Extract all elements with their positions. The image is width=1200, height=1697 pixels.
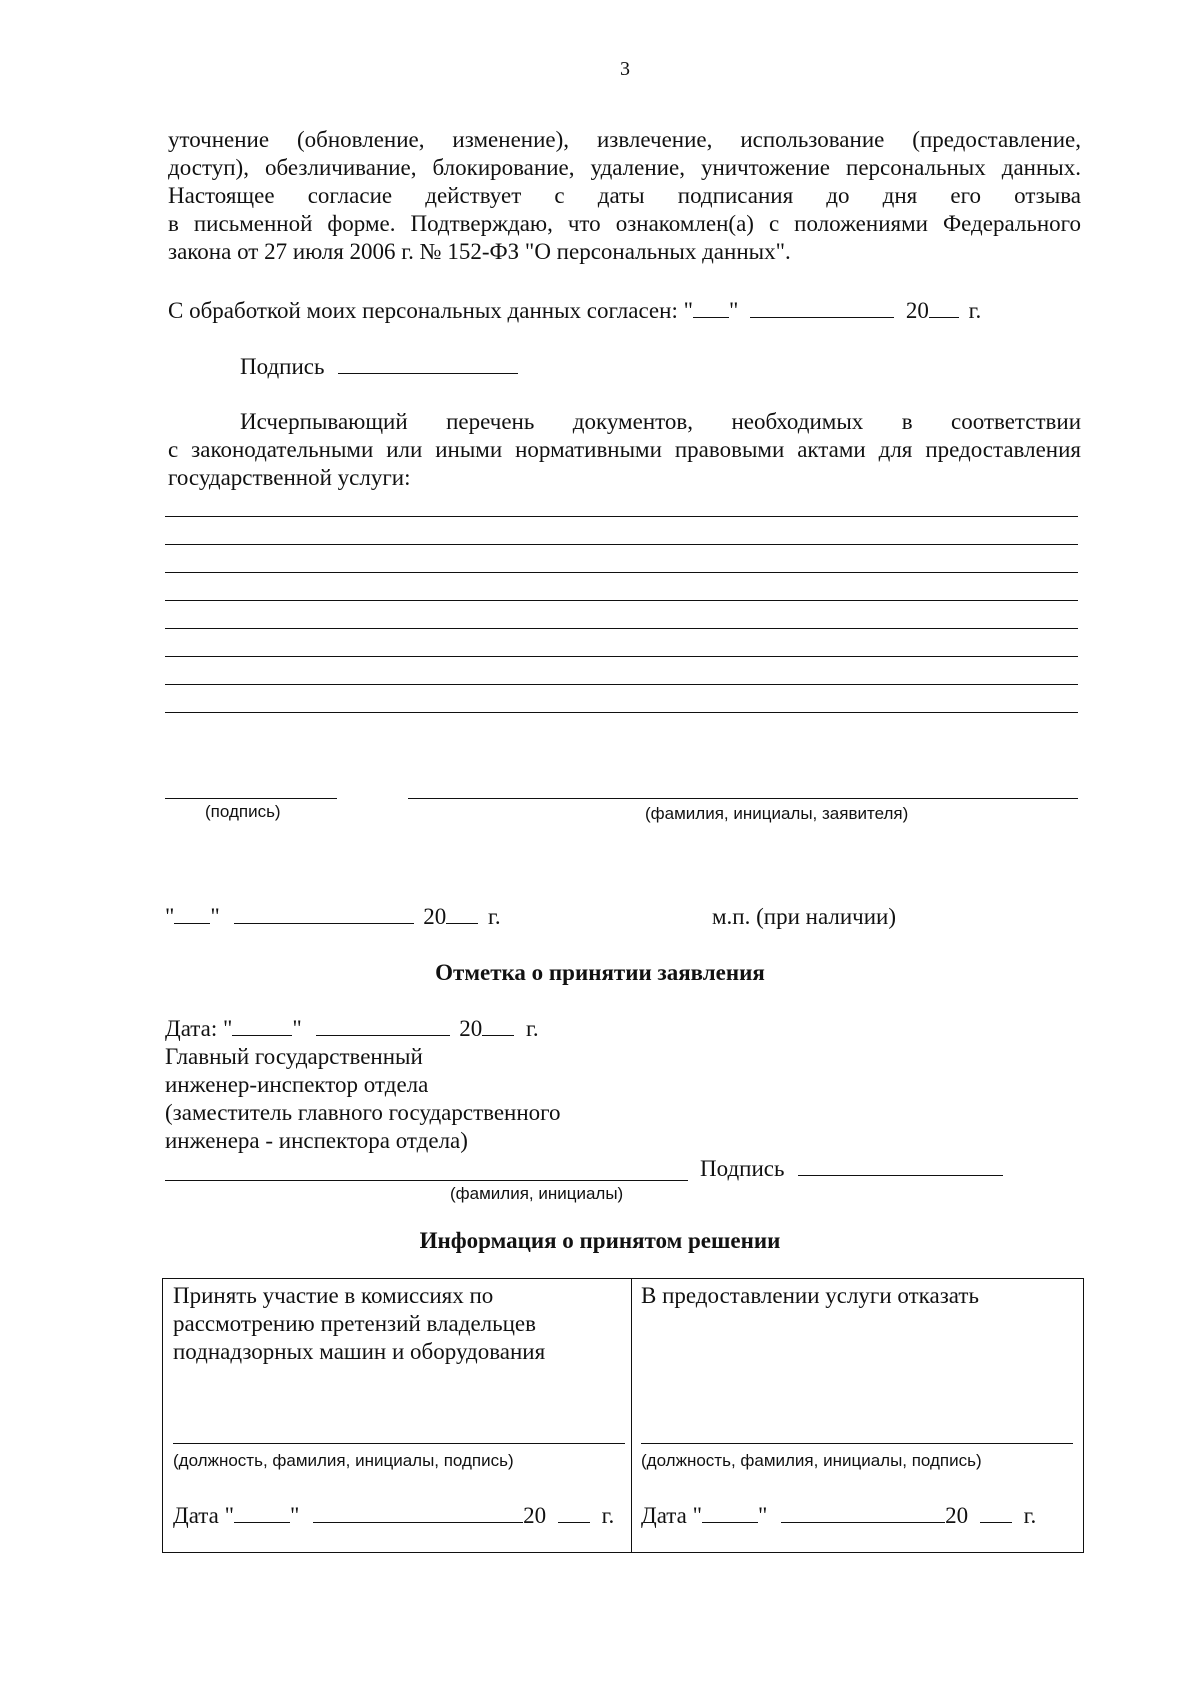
documents-blank-line[interactable] [165, 628, 1078, 629]
documents-line: Исчерпывающий перечень документов, необходимых в соответствии [240, 409, 1081, 434]
decision-left-line: Принять участие в комиссиях по [173, 1283, 494, 1308]
acceptance-signature [700, 1154, 1003, 1183]
consent-signature-label: Подпись [240, 354, 325, 379]
decision-left-year-blank[interactable] [558, 1502, 590, 1523]
decision-left-date: Дата " " 20 г. [173, 1503, 615, 1528]
decision-left-signature-blank[interactable] [173, 1443, 625, 1444]
consent-agree-text: С обработкой моих персональных данных согласен: " [168, 298, 693, 323]
decision-table-divider [631, 1279, 632, 1552]
applicant-date: " " 20 г. [165, 904, 501, 929]
applicant-signature-caption: (подпись) [205, 802, 281, 821]
acceptance-year-blank[interactable] [482, 1015, 514, 1036]
decision-right-line: В предоставлении услуги отказать [641, 1283, 979, 1308]
acceptance-position-line: инженера - инспектора отдела) [165, 1128, 468, 1153]
applicant-month-blank[interactable] [234, 903, 414, 924]
consent-year-blank[interactable] [929, 297, 959, 318]
documents-blank-line[interactable] [165, 600, 1078, 601]
decision-right-year-blank[interactable] [980, 1502, 1012, 1523]
documents-blank-line[interactable] [165, 544, 1078, 545]
documents-blank-line[interactable] [165, 572, 1078, 573]
acceptance-signature-label: Подпись [700, 1156, 785, 1181]
decision-title: Информация о принятом решении [419, 1228, 781, 1253]
documents-blank-line[interactable] [165, 684, 1078, 685]
decision-left-caption: (должность, фамилия, инициалы, подпись) [173, 1451, 514, 1470]
applicant-signature-blank[interactable] [165, 798, 337, 799]
decision-left-day-blank[interactable] [234, 1502, 290, 1523]
documents-blank-line[interactable] [165, 712, 1078, 713]
decision-right-signature-blank[interactable] [641, 1443, 1073, 1444]
applicant-year-blank[interactable] [446, 903, 478, 924]
decision-right-caption: (должность, фамилия, инициалы, подпись) [641, 1451, 982, 1470]
acceptance-name-blank[interactable] [165, 1180, 688, 1181]
documents-line: с законодательными или иными нормативными правовыми актами для предоставления [168, 437, 1081, 462]
consent-day-blank[interactable] [693, 297, 729, 318]
applicant-day-blank[interactable] [174, 903, 210, 924]
decision-table [162, 1278, 1084, 1553]
documents-blank-line[interactable] [165, 516, 1078, 517]
consent-month-blank[interactable] [750, 297, 894, 318]
consent-line: в письменной форме. Подтверждаю, что ознакомлен(а) с положениями Федерального [168, 211, 1081, 236]
acceptance-month-blank[interactable] [316, 1015, 450, 1036]
acceptance-signature-blank[interactable] [798, 1155, 1003, 1176]
acceptance-name-caption: (фамилия, инициалы) [450, 1184, 624, 1203]
decision-right-month-blank[interactable] [781, 1502, 945, 1523]
decision-left-line: поднадзорных машин и оборудования [173, 1339, 546, 1364]
consent-line: закона от 27 июля 2006 г. № 152-ФЗ "О персональных данных". [168, 239, 791, 264]
acceptance-position-line: (заместитель главного государственного [165, 1100, 561, 1125]
consent-line: доступ), обезличивание, блокирование, удаление, уничтожение персональных данных. [168, 155, 1081, 180]
page-number: 3 [620, 58, 630, 80]
acceptance-position-line: Главный государственный [165, 1044, 423, 1069]
acceptance-title: Отметка о принятии заявления [435, 960, 765, 985]
decision-right-day-blank[interactable] [702, 1502, 758, 1523]
decision-right-date: Дата " " 20 г. [641, 1503, 1037, 1528]
applicant-name-caption: (фамилия, инициалы, заявителя) [645, 804, 909, 823]
documents-blank-line[interactable] [165, 656, 1078, 657]
applicant-name-blank[interactable] [408, 798, 1078, 799]
consent-signature [240, 352, 518, 381]
acceptance-position-line: инженер-инспектор отдела [165, 1072, 429, 1097]
consent-signature-blank[interactable] [338, 353, 518, 374]
acceptance-day-blank[interactable] [232, 1015, 292, 1036]
consent-line: уточнение (обновление, изменение), извлечение, использование (предоставление, [168, 127, 1081, 152]
decision-left-month-blank[interactable] [313, 1502, 523, 1523]
stamp-note: м.п. (при наличии) [712, 904, 896, 929]
consent-agreement-line: С обработкой моих персональных данных согласен: " " 20 г. [168, 298, 982, 323]
decision-left-line: рассмотрению претензий владельцев [173, 1311, 537, 1336]
acceptance-date: Дата: " " 20 г. [165, 1016, 539, 1041]
documents-line: государственной услуги: [168, 465, 411, 490]
consent-line: Настоящее согласие действует с даты подписания до дня его отзыва [168, 183, 1081, 208]
